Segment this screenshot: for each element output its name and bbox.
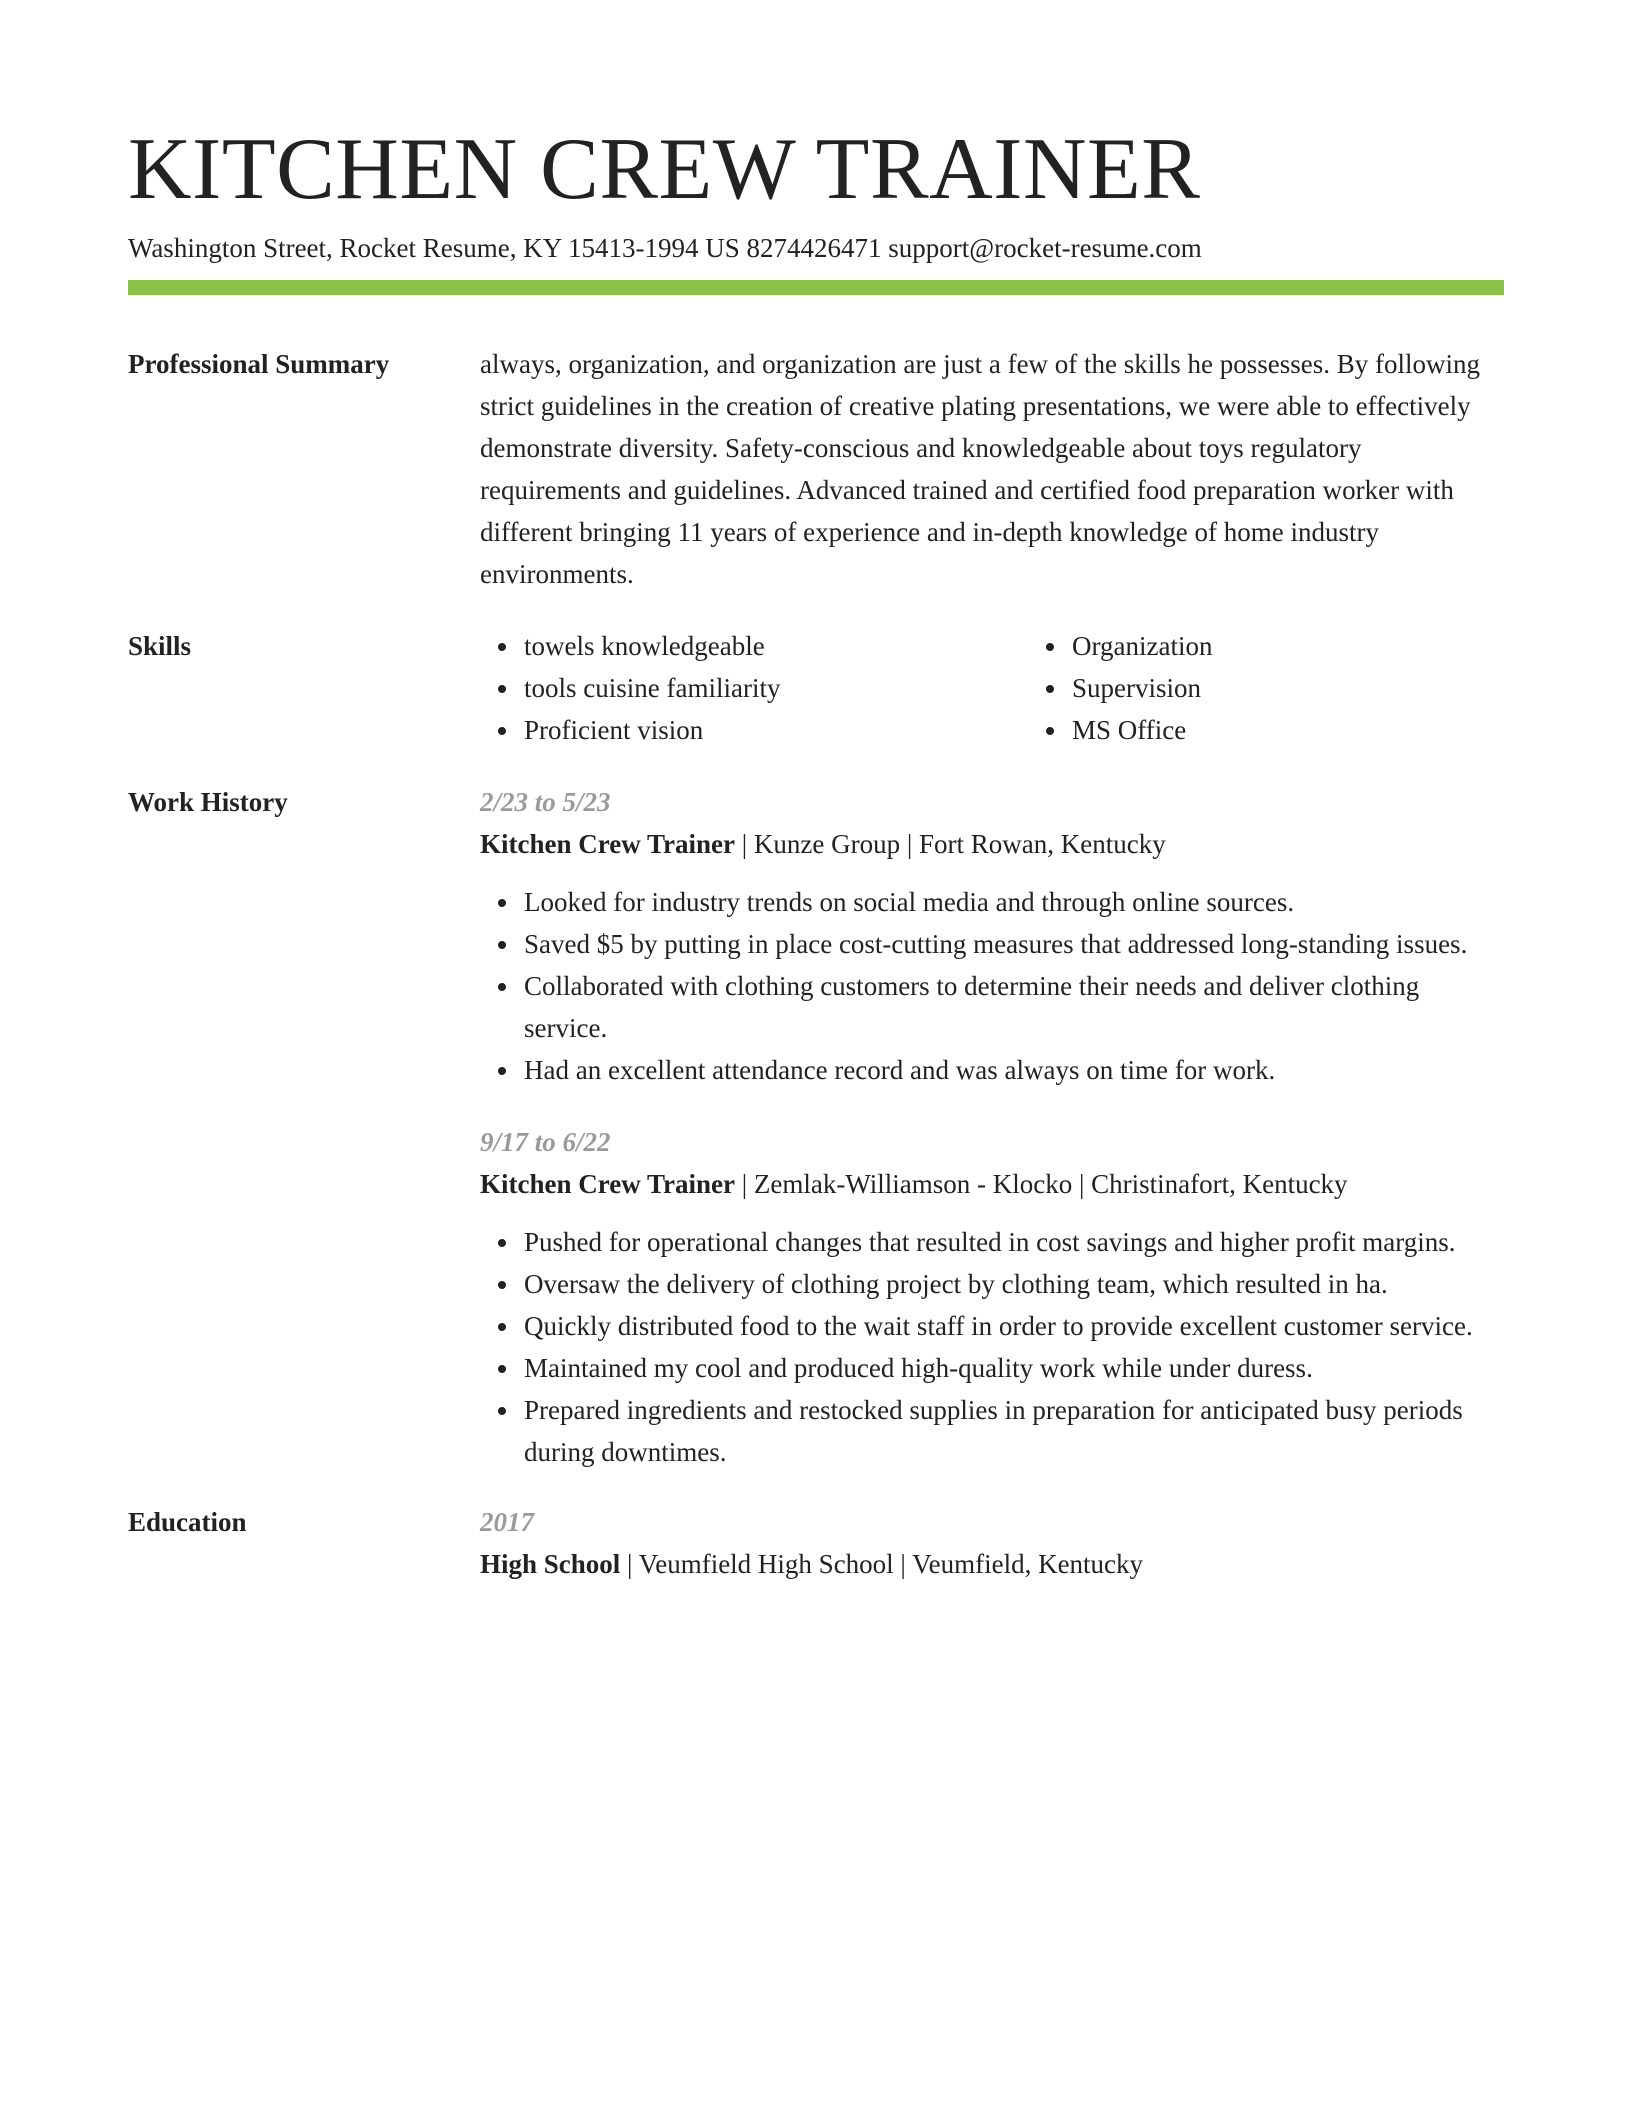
education-body (480, 1501, 1504, 1585)
job-employer-location: | Kunze Group | Fort Rowan, Kentucky (734, 829, 1166, 859)
candidate-name: KITCHEN CREW TRAINER (128, 121, 1201, 218)
job-dates: 2/23 to 5/23 (480, 787, 611, 817)
contact-phone: 8274426471 (746, 233, 882, 263)
job-duty: Oversaw the delivery of clothing project by clothing team, which resulted in ha. (524, 1263, 1504, 1305)
summary-text: always, organization, and organization are just a few of the skills he possesses. By following strict guidelines in the creation of creative plating presentations, we were able to effectively demonstrate diversity. Safety-conscious and knowledgeable about toys regulatory requirements and guidelines. Advanced trained and certified food preparation worker with different bringing 11 years of experience and in-depth knowledge of home industry environments. (480, 349, 1481, 589)
job-entry (480, 781, 1504, 1091)
education-heading (480, 1543, 1504, 1585)
education-section (128, 1501, 1504, 1585)
job-dates: 9/17 to 6/22 (480, 1127, 611, 1157)
job-employer-location: | Zemlak-Williamson - Klocko | Christinafort, Kentucky (734, 1169, 1348, 1199)
work-history-section (128, 781, 1504, 1473)
work-history-body (480, 781, 1504, 1473)
skills-grid (480, 625, 1576, 751)
job-duty: Quickly distributed food to the wait staff in order to provide excellent customer service. (524, 1305, 1504, 1347)
job-duty: Saved $5 by putting in place cost-cutting measures that addressed long-standing issues. (524, 923, 1504, 965)
job-heading (480, 823, 1504, 865)
job-duty: Looked for industry trends on social media and through online sources. (524, 881, 1504, 923)
job-title: Kitchen Crew Trainer (480, 1169, 735, 1199)
job-duty: Pushed for operational changes that resulted in cost savings and higher profit margins. (524, 1221, 1504, 1263)
job-heading (480, 1163, 1504, 1205)
job-duties-list (480, 1221, 1504, 1473)
skill-item: towels knowledgeable (524, 625, 1028, 667)
education-date: 2017 (480, 1507, 534, 1537)
skills-column-1 (480, 625, 1028, 751)
education-degree: High School (480, 1549, 621, 1579)
job-duty: Maintained my cool and produced high-quality work while under duress. (524, 1347, 1504, 1389)
job-duty: Collaborated with clothing customers to determine their needs and deliver clothing service. (524, 965, 1504, 1049)
skill-item: Supervision (1072, 667, 1576, 709)
skill-item: tools cuisine familiarity (524, 667, 1028, 709)
job-entry (480, 1121, 1504, 1473)
skills-column-2 (1028, 625, 1576, 751)
resume-page (128, 120, 1504, 1585)
job-title: Kitchen Crew Trainer (480, 829, 735, 859)
skills-section (128, 625, 1504, 751)
skill-item: Proficient vision (524, 709, 1028, 751)
skill-item: MS Office (1072, 709, 1576, 751)
header-divider (128, 280, 1504, 295)
contact-email: support@rocket-resume.com (888, 233, 1202, 263)
section-label-summary: Professional Summary (128, 349, 390, 379)
section-label-work-history: Work History (128, 787, 288, 817)
education-school-location: | Veumfield High School | Veumfield, Kentucky (620, 1549, 1144, 1579)
section-label-skills: Skills (128, 631, 192, 661)
skill-item: Organization (1072, 625, 1576, 667)
summary-section (128, 343, 1504, 595)
contact-address: Washington Street, Rocket Resume, KY 15413-1994 US (128, 233, 740, 263)
job-duties-list (480, 881, 1504, 1091)
section-label-education: Education (128, 1507, 247, 1537)
job-duty: Prepared ingredients and restocked supplies in preparation for anticipated busy periods during downtimes. (524, 1389, 1504, 1473)
job-duty: Had an excellent attendance record and was always on time for work. (524, 1049, 1504, 1091)
contact-line (128, 230, 1504, 266)
